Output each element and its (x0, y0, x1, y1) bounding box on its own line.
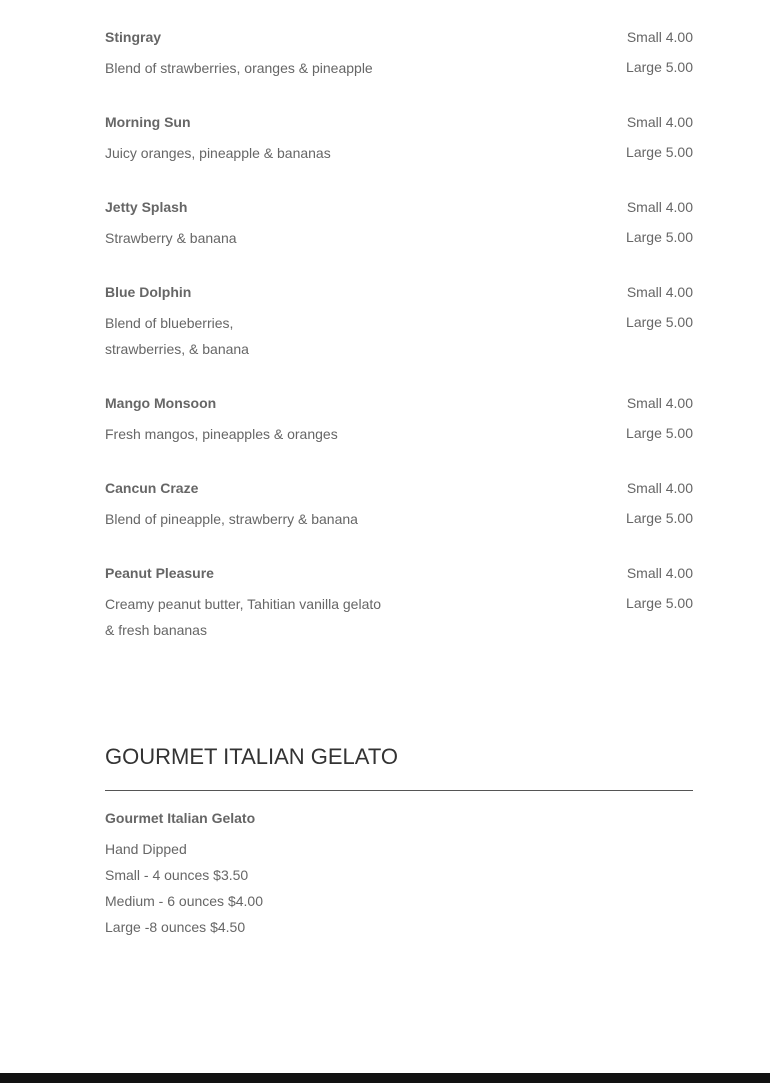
menu-item-prices (626, 199, 693, 245)
gelato-detail-line: Small - 4 ounces $3.50 (105, 867, 249, 883)
price-small: Small 4.00 (626, 565, 693, 581)
menu-item-description-line: Fresh mangos, pineapples & oranges (105, 426, 338, 442)
price-large: Large 5.00 (626, 314, 693, 330)
gelato-detail-line: Large -8 ounces $4.50 (105, 919, 246, 935)
menu-item-name: Cancun Craze (105, 480, 199, 496)
menu-item-description (105, 506, 425, 532)
menu-item-description (105, 421, 425, 447)
menu-item-description (105, 310, 425, 362)
menu-item-info (105, 199, 425, 251)
menu-item-description-line: Creamy peanut butter, Tahitian vanilla gelato (105, 596, 382, 612)
gelato-detail-line: Medium - 6 ounces $4.00 (105, 893, 263, 909)
price-large: Large 5.00 (626, 144, 693, 160)
menu-item-prices (626, 480, 693, 526)
menu-item-name: Stingray (105, 29, 162, 45)
menu-item-description (105, 225, 425, 251)
price-large: Large 5.00 (626, 510, 693, 526)
menu-item (105, 284, 693, 362)
menu-item-description-line: Blend of blueberries, (105, 315, 234, 331)
price-small: Small 4.00 (626, 395, 693, 411)
menu-item-info (105, 565, 425, 643)
price-small: Small 4.00 (626, 29, 693, 45)
menu-item-prices (626, 29, 693, 75)
menu-item-name: Mango Monsoon (105, 395, 217, 411)
menu-item-name: Peanut Pleasure (105, 565, 214, 581)
menu-item-info (105, 395, 425, 447)
price-small: Small 4.00 (626, 284, 693, 300)
smoothie-menu-list (105, 29, 693, 676)
menu-item-description-line: Blend of strawberries, oranges & pineapple (105, 60, 373, 76)
menu-item-prices (626, 395, 693, 441)
menu-item-prices (626, 284, 693, 330)
price-small: Small 4.00 (626, 114, 693, 130)
section-title: GOURMET ITALIAN GELATO (105, 744, 398, 769)
menu-item-description-line: strawberries, & banana (105, 341, 249, 357)
menu-item-prices (626, 565, 693, 611)
menu-item (105, 114, 693, 166)
menu-item-description-line: Strawberry & banana (105, 230, 237, 246)
menu-item-info (105, 284, 425, 362)
menu-item-info (105, 480, 425, 532)
menu-item (105, 565, 693, 643)
menu-item-name: Blue Dolphin (105, 284, 192, 300)
section-divider (105, 790, 693, 791)
price-small: Small 4.00 (626, 199, 693, 215)
menu-item-description (105, 55, 425, 81)
menu-item-description (105, 140, 425, 166)
price-large: Large 5.00 (626, 229, 693, 245)
menu-item-name: Gourmet Italian Gelato (105, 810, 256, 826)
price-large: Large 5.00 (626, 425, 693, 441)
menu-item-description-line: Blend of pineapple, strawberry & banana (105, 511, 358, 527)
menu-item-info (105, 114, 425, 166)
menu-item-name: Morning Sun (105, 114, 191, 130)
menu-item (105, 29, 693, 81)
menu-item (105, 395, 693, 447)
gelato-section (105, 742, 693, 940)
menu-item (105, 480, 693, 532)
price-large: Large 5.00 (626, 59, 693, 75)
gelato-detail-line: Hand Dipped (105, 841, 187, 857)
menu-item-name: Jetty Splash (105, 199, 188, 215)
price-small: Small 4.00 (626, 480, 693, 496)
menu-item-description (105, 591, 425, 643)
menu-item-prices (626, 114, 693, 160)
footer-bar (0, 1073, 770, 1083)
menu-item-info (105, 29, 425, 81)
menu-item-description-line: Juicy oranges, pineapple & bananas (105, 145, 331, 161)
menu-item (105, 199, 693, 251)
price-large: Large 5.00 (626, 595, 693, 611)
menu-item-description-line: & fresh bananas (105, 622, 207, 638)
